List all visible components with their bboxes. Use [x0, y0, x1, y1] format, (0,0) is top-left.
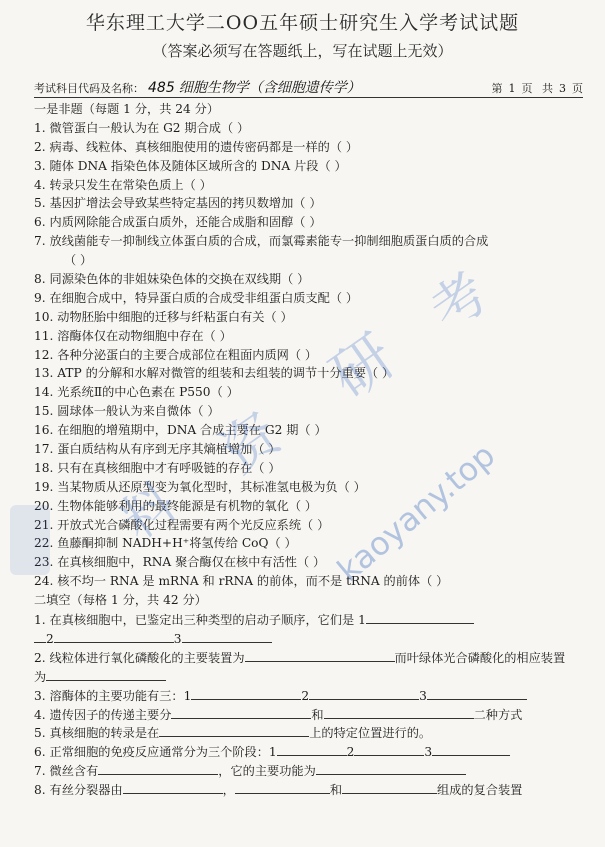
true-false-item: 16. 在细胞的增殖期中，DNA 合成主要在 G2 期（ ）	[34, 423, 327, 438]
answer-blank[interactable]	[182, 629, 272, 643]
answer-blank[interactable]	[277, 742, 347, 756]
section1-heading: 一是非题（每题 1 分，共 24 分）	[34, 102, 220, 116]
true-false-item: 6. 内质网除能合成蛋白质外，还能合成脂和固醇（ ）	[34, 215, 322, 230]
watermark-char: 考	[419, 260, 500, 344]
exam-subtitle: （答案必须写在答题纸上，写在试题上无效）	[152, 42, 453, 60]
course-line	[34, 77, 583, 97]
page-number: 1	[508, 82, 516, 95]
answer-blank[interactable]	[316, 761, 466, 775]
true-false-item: 2. 病毒、线粒体、真核细胞使用的遗传密码都是一样的（ ）	[34, 139, 359, 154]
answer-blank[interactable]	[432, 742, 510, 756]
section2-heading: 二填空（每格 1 分，共 42 分）	[34, 593, 207, 608]
page-label: 第	[491, 82, 503, 95]
true-false-item: 20. 生物体能够利用的最终能源是有机物的氧化（ ）	[34, 498, 318, 513]
fill-q5: 5. 真核细胞的转录是在 上的特定位置进行的。	[34, 723, 579, 742]
true-false-item: 4. 转录只发生在常染色质上（ ）	[34, 177, 212, 192]
course-name-handwritten: 细胞生物学（含细胞遗传学）	[178, 80, 361, 96]
fill-q2-cont: 为	[34, 667, 579, 686]
true-false-item: 7. 放线菌能专一抑制线立体蛋白质的合成，而氯霉素能专一抑制细胞质蛋白质的合成	[34, 234, 489, 249]
true-false-item: 10. 动物胚胎中细胞的迁移与纤粘蛋白有关（ ）	[34, 309, 293, 324]
answer-blank[interactable]	[309, 686, 419, 700]
page-unit: 页	[521, 82, 533, 95]
true-false-item: 8. 同源染色体的非姐妹染色体的交换在双线期（ ）	[34, 272, 310, 287]
true-false-item: 15. 圆球体一般认为来自微体（ ）	[34, 404, 220, 419]
fill-q6: 6. 正常细胞的免疫反应通常分为三个阶段：1 2 3	[34, 742, 579, 761]
true-false-item: 18. 只有在真核细胞中才有呼吸链的存在（ ）	[34, 460, 281, 475]
answer-blank[interactable]	[171, 705, 311, 719]
true-false-item: 11. 溶酶体仅在动物细胞中存在（ ）	[34, 328, 232, 343]
true-false-item: 9. 在细胞合成中，特异蛋白质的合成受非组蛋白质支配（ ）	[34, 290, 359, 305]
true-false-item: 1. 微管蛋白一般认为在 G2 期合成（ ）	[34, 120, 250, 135]
answer-blank[interactable]	[46, 667, 166, 681]
watermark-char: 研	[318, 321, 408, 413]
true-false-item: 23. 在真核细胞中，RNA 聚合酶仅在核中有活性（ ）	[34, 555, 326, 570]
header-divider	[34, 97, 583, 98]
total-unit: 页	[572, 82, 583, 95]
answer-blank[interactable]	[34, 629, 46, 643]
fill-q3: 3. 溶酶体的主要功能有三：1 2 3	[34, 686, 579, 705]
exam-content	[34, 100, 579, 799]
true-false-item: 12. 各种分泌蛋白的主要合成部位在粗面内质网（ ）	[34, 347, 318, 362]
course-code-handwritten: 485	[148, 80, 175, 96]
true-false-item: 21. 开放式光合磷酸化过程需要有两个光反应系统（ ）	[34, 517, 330, 532]
fill-q7: 7. 微丝含有 ，它的主要功能为	[34, 761, 579, 780]
true-false-item: 19. 当某物质从还原型变为氧化型时，其标准氢电极为负（ ）	[34, 479, 366, 494]
total-number: 3	[559, 82, 566, 95]
answer-blank[interactable]	[366, 610, 474, 624]
answer-blank[interactable]	[159, 723, 309, 737]
answer-blank[interactable]	[342, 780, 437, 794]
answer-blank[interactable]	[427, 686, 527, 700]
answer-blank[interactable]	[235, 780, 330, 794]
answer-blank[interactable]	[123, 780, 223, 794]
scan-smudge	[10, 505, 50, 575]
course-code-label: 考试科目代码及名称：	[34, 82, 144, 95]
exam-title: 华东理工大学二OO五年硕士研究生入学考试试题	[85, 12, 520, 34]
section1-list	[34, 119, 579, 591]
fill-q1-cont: 2 3	[34, 629, 579, 648]
true-false-item: 5. 基因扩增法会导致某些特定基因的拷贝数增加（ ）	[34, 196, 322, 211]
answer-blank[interactable]	[324, 705, 474, 719]
true-false-item: 17. 蛋白质结构从有序到无序其熵植增加（ ）	[34, 442, 281, 457]
watermark-char: 料	[110, 472, 188, 552]
total-label: 共	[542, 82, 553, 95]
true-false-item: 14. 光系统Ⅱ的中心色素在 P550（ ）	[34, 385, 239, 400]
answer-blank[interactable]	[245, 648, 395, 662]
page-info	[486, 80, 584, 96]
true-false-item: 3. 随体 DNA 指染色体及随体区域所含的 DNA 片段（ ）	[34, 158, 347, 173]
answer-blank[interactable]	[98, 761, 218, 775]
fill-q8: 8. 有丝分裂器由 ， 和 组成的复合装置	[34, 780, 579, 799]
watermark-char: 资	[209, 401, 293, 487]
answer-blank[interactable]	[54, 629, 174, 643]
true-false-item: 24. 核不均一 RNA 是 mRNA 和 rRNA 的前体，而不是 tRNA 的前体（ ）	[34, 574, 449, 589]
true-false-item: 22. 鱼藤酮抑制 NADH+H⁺将氢传给 CoQ（ ）	[34, 536, 297, 551]
true-false-item: （ ）	[64, 253, 93, 268]
watermark-url: kaoyany.top	[330, 435, 503, 590]
fill-q1: 1. 在真核细胞中，已鉴定出三种类型的启动子顺序，它们是 1	[34, 610, 579, 629]
answer-blank[interactable]	[191, 686, 301, 700]
true-false-item: 13. ATP 的分解和水解对微管的组装和去组装的调节十分重要（ ）	[34, 366, 395, 381]
answer-blank[interactable]	[354, 742, 424, 756]
fill-q4: 4. 遗传因子的传递主要分 和 二种方式	[34, 705, 579, 724]
fill-q2: 2. 线粒体进行氧化磷酸化的主要装置为 而叶绿体光合磷酸化的相应装置	[34, 648, 579, 667]
